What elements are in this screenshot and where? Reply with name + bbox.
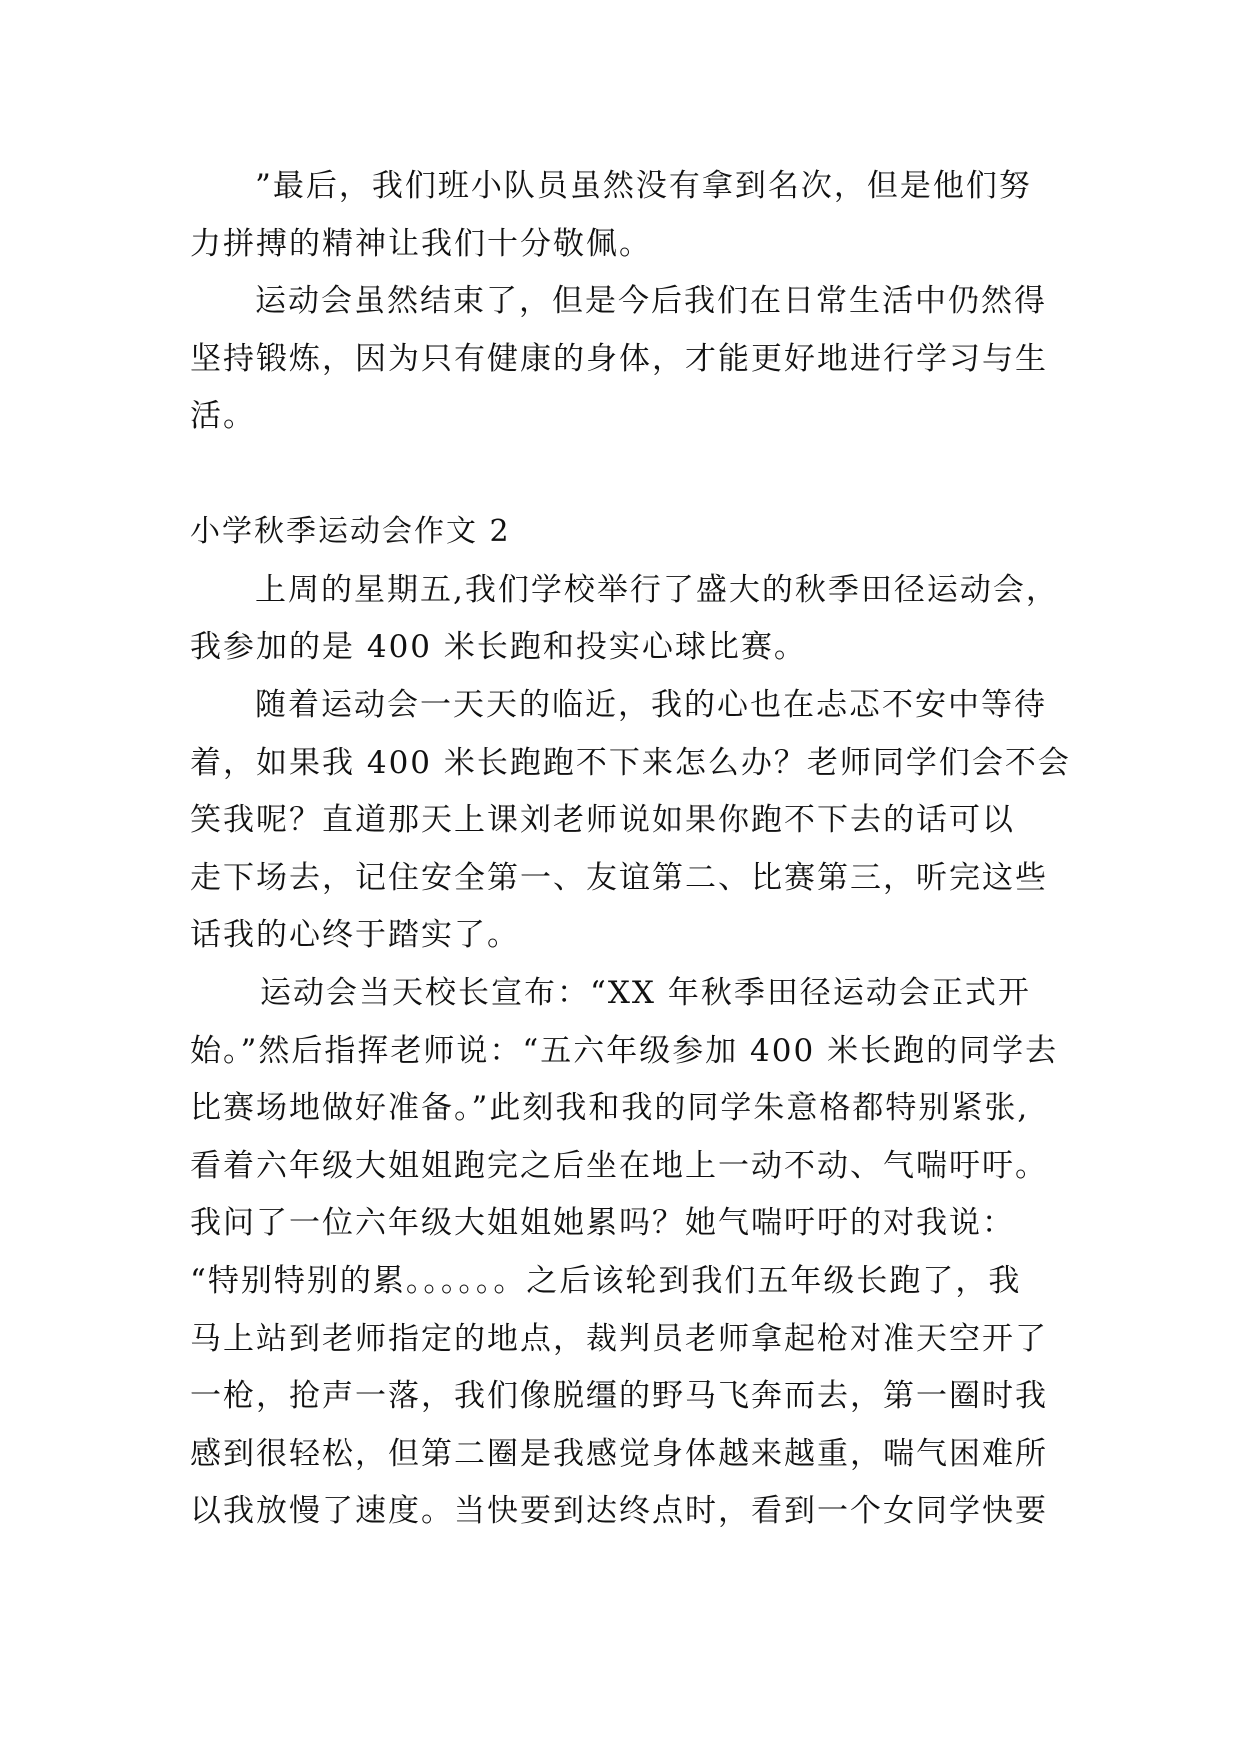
text-line: 我问了一位六年级大姐姐她累吗？她气喘吁吁的对我说： bbox=[190, 1205, 1015, 1241]
text-line: 运动会当天校长宣布：“XX 年秋季田径运动会正式开 bbox=[260, 975, 1031, 1011]
text-line: 上周的星期五,我们学校举行了盛大的秋季田径运动会， bbox=[255, 572, 1059, 608]
text-line: 一枪，抢声一落，我们像脱缰的野马飞奔而去，第一圈时我 bbox=[190, 1378, 1048, 1414]
text-line: 坚持锻炼，因为只有健康的身体，才能更好地进行学习与生 bbox=[190, 341, 1048, 377]
text-line: 话我的心终于踏实了。 bbox=[190, 917, 520, 953]
text-line: 看着六年级大姐姐跑完之后坐在地上一动不动、气喘吁吁。 bbox=[190, 1148, 1048, 1184]
text-line: 感到很轻松，但第二圈是我感觉身体越来越重，喘气困难所 bbox=[190, 1436, 1048, 1472]
text-line: 笑我呢？直道那天上课刘老师说如果你跑不下去的话可以 bbox=[190, 802, 1015, 838]
text-line: 走下场去，记住安全第一、友谊第二、比赛第三，听完这些 bbox=[190, 860, 1048, 896]
text-line: 运动会虽然结束了，但是今后我们在日常生活中仍然得 bbox=[255, 283, 1047, 319]
text-line: 活。 bbox=[190, 398, 256, 434]
text-line: 随着运动会一天天的临近，我的心也在忐忑不安中等待 bbox=[255, 687, 1047, 723]
text-line: ”最后，我们班小队员虽然没有拿到名次，但是他们努 bbox=[255, 168, 1032, 204]
text-line: 比赛场地做好准备。”此刻我和我的同学朱意格都特别紧张, bbox=[190, 1090, 1030, 1126]
text-line: 力拼搏的精神让我们十分敬佩。 bbox=[190, 226, 652, 262]
section-heading: 小学秋季运动会作文 2 bbox=[190, 514, 511, 549]
text-line: 我参加的是 400 米长跑和投实心球比赛。 bbox=[190, 629, 807, 665]
text-line: 着，如果我 400 米长跑跑不下来怎么办？老师同学们会不会 bbox=[190, 745, 1071, 781]
text-line: “特别特别的累。。。。。。之后该轮到我们五年级长跑了，我 bbox=[190, 1263, 1022, 1299]
text-line: 以我放慢了速度。当快要到达终点时，看到一个女同学快要 bbox=[190, 1493, 1048, 1529]
text-line: 马上站到老师指定的地点，裁判员老师拿起枪对准天空开了 bbox=[190, 1321, 1048, 1357]
text-line: 始。”然后指挥老师说：“五六年级参加 400 米长跑的同学去 bbox=[190, 1033, 1059, 1069]
